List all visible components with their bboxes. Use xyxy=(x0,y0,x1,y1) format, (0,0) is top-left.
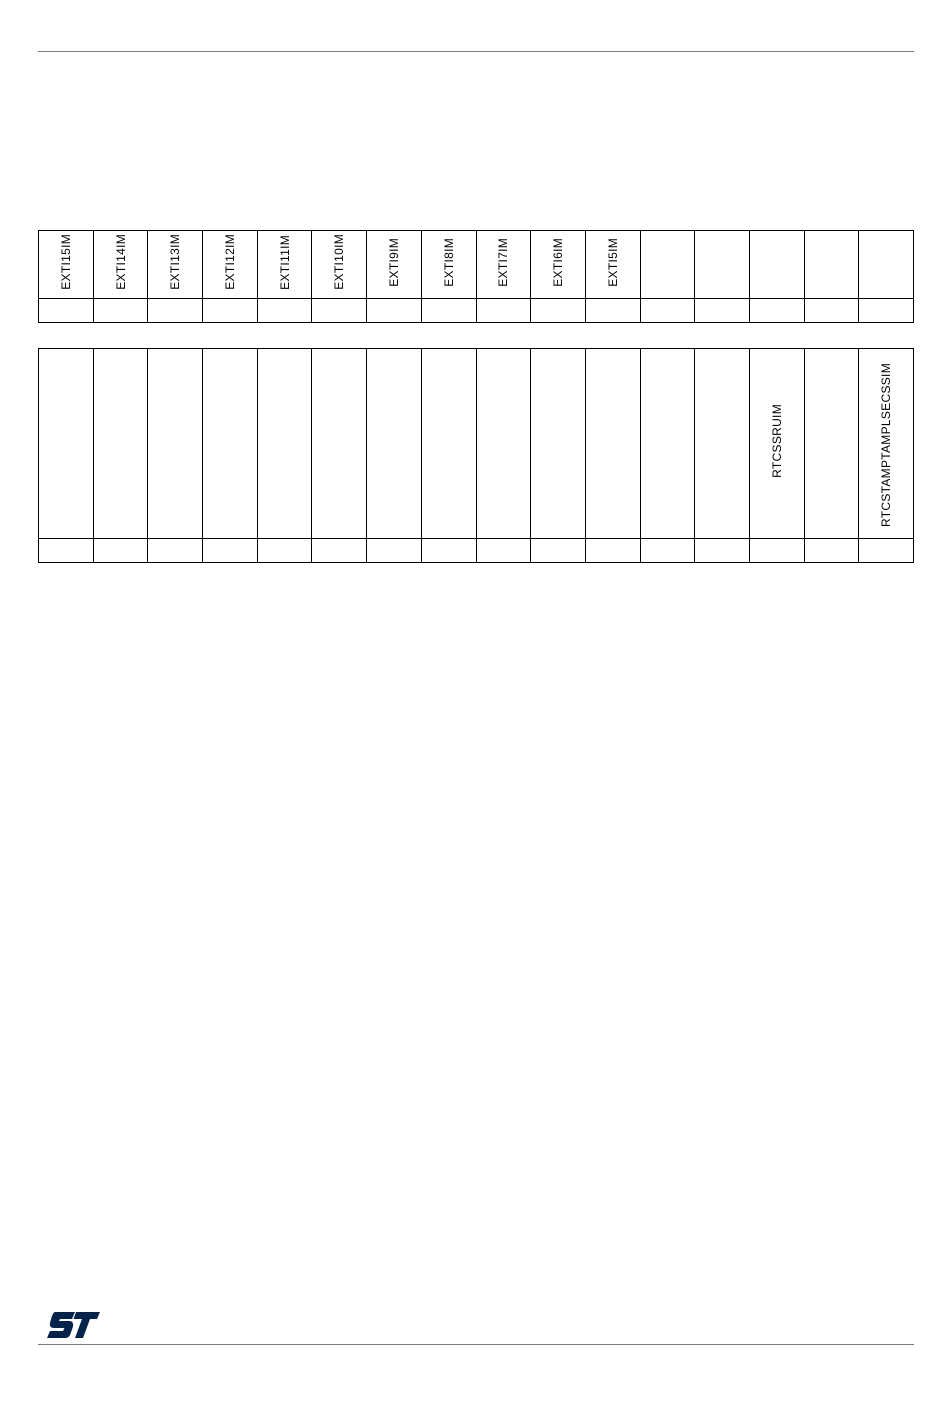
field-cell xyxy=(312,349,367,539)
field-cell xyxy=(421,231,476,299)
register-table-lower xyxy=(38,348,914,563)
access-cell xyxy=(476,539,531,563)
field-cell xyxy=(203,349,258,539)
access-cell xyxy=(39,539,94,563)
access-cell xyxy=(695,299,750,323)
field-label: EXTI9IM xyxy=(386,237,401,287)
access-cell xyxy=(476,299,531,323)
access-cell xyxy=(640,539,695,563)
field-label: EXTI10IM xyxy=(332,234,347,290)
field-cell xyxy=(312,231,367,299)
field-name-row xyxy=(39,349,914,539)
field-name-row xyxy=(39,231,914,299)
field-label: EXTI7IM xyxy=(496,237,511,287)
st-logo xyxy=(45,1310,101,1340)
field-cell xyxy=(39,231,94,299)
field-label: EXTI14IM xyxy=(113,234,128,290)
access-cell xyxy=(367,539,422,563)
access-cell xyxy=(203,539,258,563)
access-row xyxy=(39,299,914,323)
field-cell xyxy=(476,231,531,299)
field-cell xyxy=(585,349,640,539)
field-cell xyxy=(804,349,859,539)
access-cell xyxy=(640,299,695,323)
field-cell xyxy=(585,231,640,299)
field-cell xyxy=(421,349,476,539)
field-label: EXTI6IM xyxy=(551,237,566,287)
field-cell xyxy=(203,231,258,299)
access-cell xyxy=(804,299,859,323)
field-cell xyxy=(749,231,804,299)
register-table-upper xyxy=(38,230,914,323)
access-cell xyxy=(148,299,203,323)
access-cell xyxy=(421,299,476,323)
access-cell xyxy=(749,299,804,323)
access-cell xyxy=(531,539,586,563)
field-cell xyxy=(93,231,148,299)
field-cell xyxy=(640,231,695,299)
st-logo-mark xyxy=(47,1312,100,1338)
field-cell xyxy=(859,349,914,539)
field-label: EXTI13IM xyxy=(168,234,183,290)
access-cell xyxy=(804,539,859,563)
field-cell xyxy=(148,231,203,299)
field-cell xyxy=(367,231,422,299)
access-cell xyxy=(257,539,312,563)
access-cell xyxy=(585,539,640,563)
access-cell xyxy=(93,299,148,323)
field-cell xyxy=(804,231,859,299)
access-cell xyxy=(367,299,422,323)
access-cell xyxy=(695,539,750,563)
field-label: RTCSTAMPTAMPLSECSSIM xyxy=(879,362,894,527)
field-cell xyxy=(531,231,586,299)
field-cell xyxy=(257,349,312,539)
field-label: EXTI11IM xyxy=(277,234,292,290)
access-cell xyxy=(421,539,476,563)
header-rule xyxy=(38,51,914,52)
access-cell xyxy=(531,299,586,323)
field-cell xyxy=(695,231,750,299)
field-cell xyxy=(695,349,750,539)
field-cell xyxy=(859,231,914,299)
field-cell xyxy=(257,231,312,299)
field-cell xyxy=(476,349,531,539)
field-cell xyxy=(39,349,94,539)
access-cell xyxy=(312,539,367,563)
access-cell xyxy=(859,539,914,563)
field-cell xyxy=(367,349,422,539)
access-cell xyxy=(312,299,367,323)
field-cell xyxy=(148,349,203,539)
field-cell xyxy=(640,349,695,539)
field-label: EXTI12IM xyxy=(222,234,237,290)
field-label: EXTI15IM xyxy=(58,234,73,290)
access-cell xyxy=(148,539,203,563)
access-cell xyxy=(585,299,640,323)
footer-rule xyxy=(38,1344,914,1345)
field-label: EXTI5IM xyxy=(605,237,620,287)
access-cell xyxy=(257,299,312,323)
access-row xyxy=(39,539,914,563)
access-cell xyxy=(859,299,914,323)
field-cell xyxy=(749,349,804,539)
access-cell xyxy=(749,539,804,563)
field-cell xyxy=(531,349,586,539)
access-cell xyxy=(203,299,258,323)
field-cell xyxy=(93,349,148,539)
field-label: RTCSSRUIM xyxy=(769,404,784,478)
access-cell xyxy=(39,299,94,323)
access-cell xyxy=(93,539,148,563)
field-label: EXTI8IM xyxy=(441,237,456,287)
